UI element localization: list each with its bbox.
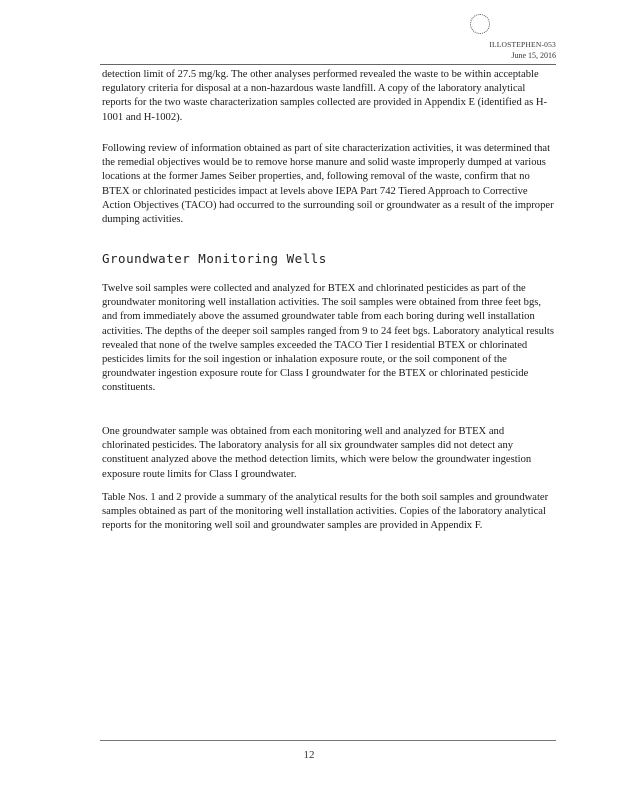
paragraph-remedial-objectives [102, 142, 554, 227]
paragraph-tables-summary [102, 491, 554, 534]
document-id: ILLOSTEPHEN-053 [489, 40, 556, 49]
paragraph-text: One groundwater sample was obtained from each monitoring well and analyzed for BTEX and chlorinated pesticides. The laboratory analysis for all six groundwater samples did not detect any constituent analyzed above the method detection limits, which were below the groundwater ingestion exposure route limits for Class I groundwater. [102, 426, 532, 480]
header-divider [100, 64, 556, 65]
paragraph-groundwater-samples [102, 425, 554, 482]
stamp-circle [470, 14, 490, 34]
paragraph-waste-characterization [102, 68, 554, 125]
page-number: 12 [303, 749, 315, 761]
section-heading: Groundwater Monitoring Wells [102, 251, 327, 266]
paragraph-text: Table Nos. 1 and 2 provide a summary of the analytical results for the both soil samples and groundwater samples obtained as part of the monitoring well installation activities. Copies of the laboratory analytical reports for the monitoring well soil and groundwater samples are provided in Appendix F. [102, 492, 549, 532]
paragraph-text: detection limit of 27.5 mg/kg. The other analyses performed revealed the waste to be within acceptable regulatory criteria for disposal at a non-hazardous waste landfill. A copy of the laboratory analytical reports for the two waste characterization samples collected are provided in Appendix E (identified as H-1001 and H-1002). [102, 69, 548, 123]
footer-divider [100, 740, 556, 741]
paragraph-text: Following review of information obtained as part of site characterization activities, it was determined that the remedial objectives would be to remove horse manure and solid waste improperly dumped at various locations at the former James Seiber properties, and, following removal of the waste, confirm that no BTEX or chlorinated pesticides impact at levels above IEPA Part 742 Tiered Approach to Corrective Action Objectives (TACO) had occurred to the surrounding soil or groundwater as a result of the improper dumping activities. [102, 143, 554, 226]
document-date: June 15, 2016 [511, 51, 556, 60]
paragraph-text: Twelve soil samples were collected and analyzed for BTEX and chlorinated pesticides as part of the groundwater monitoring well installation activities. The soil samples were obtained from three feet bgs, and from immediately above the assumed groundwater table from each boring during well installation activities. The depths of the deeper soil samples ranged from 9 to 24 feet bgs. Laboratory analytical results revealed that none of the twelve samples exceeded the TACO Tier I residential BTEX or chlorinated pesticides limits for the soil ingestion or inhalation exposure route, or the soil component of the groundwater ingestion exposure route for Class I groundwater for the BTEX or chlorinated pesticide constituents. [102, 283, 554, 394]
paragraph-soil-samples [102, 282, 554, 396]
